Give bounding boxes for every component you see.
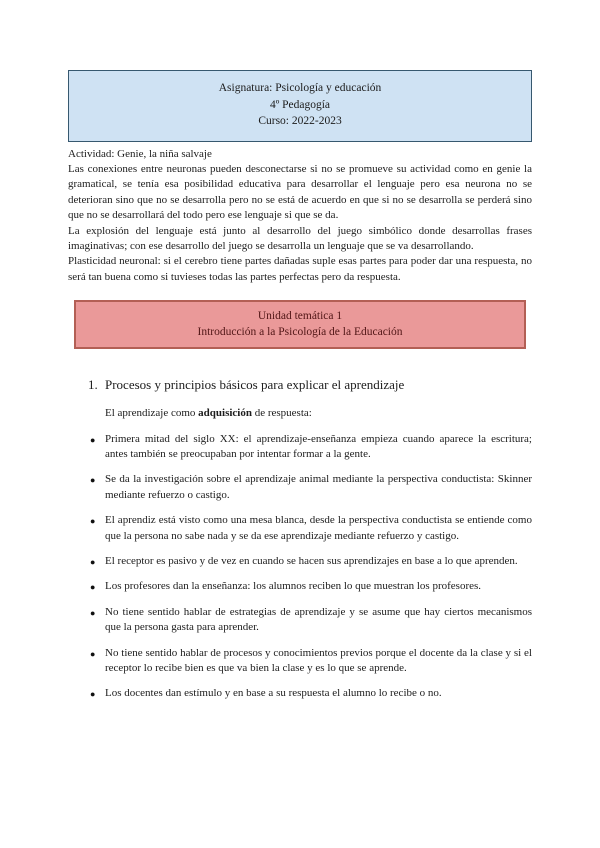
paragraph-neurons: Las conexiones entre neuronas pueden desconectarse si no se promueve su actividad como en genie la gramatical, se tenía esa posibilidad educativa para desarrollar el lenguaje pero esa neurona no se deterioran sino que no se desarrolla pero no se está de acuerdo en que si no se desarrolla se perderá sino que no se desarrollará del todo pero ese lenguaje si que se da. xyxy=(68,162,532,222)
unit-title: Introducción a la Psicología de la Educación xyxy=(197,326,403,339)
paragraph-neuronal-plasticity: Plasticidad neuronal: si el cerebro tiene partes dañadas suple esas partes para poder dar una respuesta, no será tan buena como si tuvieses todas las partes perfectas pero da respuesta. xyxy=(68,255,532,283)
section-heading xyxy=(88,376,532,393)
course-subject: Asignatura: Psicología y educación xyxy=(218,82,382,94)
course-degree: 4º Pedagogía xyxy=(269,98,331,111)
intro-prefix: El aprendizaje como xyxy=(105,407,199,420)
section-number: 1. xyxy=(88,377,98,393)
unit-title-box xyxy=(74,300,526,349)
list-item: ● No tiene sentido hablar de estrategias de aprendizaje y se asume que hay ciertos mecanismos que la persona gasta para aprender. xyxy=(90,605,532,636)
bullet-list xyxy=(68,432,532,702)
activity-line: Actividad: Genie, la niña salvaje xyxy=(68,147,212,160)
section-title: Procesos y principios básicos para explicar el aprendizaje xyxy=(105,377,405,393)
unit-number: Unidad temática 1 xyxy=(257,310,343,323)
section-intro xyxy=(105,406,532,421)
list-item: ● Primera mitad del siglo XX: el aprendizaje-enseñanza empieza cuando aparece la escritura; antes también se preocupaban por intentar formar a la gente. xyxy=(90,432,532,463)
list-item: ● El aprendiz está visto como una mesa blanca, desde la perspectiva conductista se entiende como que la persona no sabe nada y se da ese aprendizaje mediante refuerzo y castigo. xyxy=(90,513,532,544)
course-header-box xyxy=(68,70,532,142)
list-item: ● Los docentes dan estímulo y en base a su respuesta el alumno lo recibe o no. xyxy=(90,686,532,701)
list-item: ● Se da la investigación sobre el aprendizaje animal mediante la perspectiva conductista: Skinner mediante refuerzo o castigo. xyxy=(90,472,532,503)
list-item: ● Los profesores dan la enseñanza: los alumnos reciben lo que muestran los profesores. xyxy=(90,579,532,594)
course-year: Curso: 2022-2023 xyxy=(258,115,342,127)
list-item: ● No tiene sentido hablar de procesos y conocimientos previos porque el docente da la clase y si el receptor lo recibe bien es que va bien la clase y es lo que se aprende. xyxy=(90,646,532,677)
intro-bold-word: adquisición xyxy=(198,407,252,420)
intro-suffix: de respuesta: xyxy=(251,407,312,420)
list-item: ● El receptor es pasivo y de vez en cuando se hacen sus aprendizajes en base a lo que aprenden. xyxy=(90,554,532,569)
paragraph-language-explosion: La explosión del lenguaje está junto al desarrollo del juego simbólico donde desarrollas frases imaginativas; con ese desarrollo del juego se desarrolla un lenguaje que se va desarrollando. xyxy=(68,224,532,252)
